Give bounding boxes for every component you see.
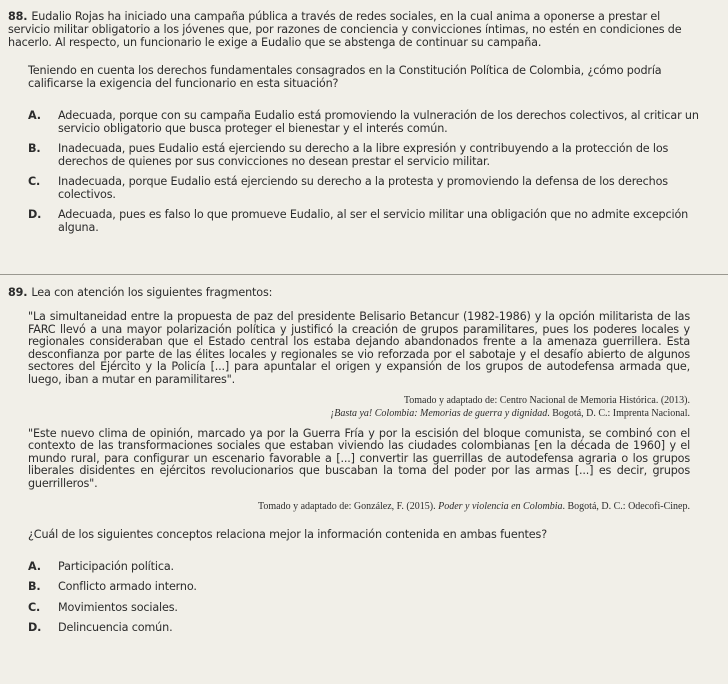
q89-question: ¿Cuál de los siguientes conceptos relaciona mejor la información contenida en ambas fuentes? <box>28 527 547 541</box>
option-letter: C. <box>28 600 41 614</box>
question-89 <box>8 286 708 635</box>
option-text: Adecuada, porque con su campaña Eudalio está promoviendo la vulneración de los derechos colectivos, al criticar un servicio obligatorio que busca proteger el bienestar y el interés común. <box>58 109 699 135</box>
option-text: Inadecuada, pues Eudalio está ejerciendo su derecho a la libre expresión y contribuyendo a la protección de los derechos de quienes por sus convicciones no desean prestar el servicio militar. <box>58 142 669 168</box>
option-letter: D. <box>28 621 42 635</box>
option-text: Delincuencia común. <box>58 621 173 635</box>
source-2-head: Tomado y adaptado de: González, F. (2015). <box>257 500 439 512</box>
q89-option-d[interactable] <box>28 622 708 635</box>
q88-stem-text: Eudalio Rojas ha iniciado una campaña pública a través de redes sociales, en la cual anima a oponerse a prestar el servicio militar obligatorio a los jóvenes que, por razones de conciencia y convicciones íntimas, no estén en condiciones de hacerlo. Al respecto, un funcionario le exige a Eudalio que se abstenga de continuar su campaña. <box>8 10 682 49</box>
question-divider <box>0 274 728 275</box>
q89-option-b[interactable] <box>28 581 708 594</box>
option-letter: B. <box>28 580 41 594</box>
question-88 <box>8 10 708 234</box>
source-1-line-1: Tomado y adaptado de: Centro Nacional de Memoria Histórica. (2013). <box>403 394 690 406</box>
option-text: Adecuada, pues es falso lo que promueve Eudalio, al ser el servicio militar una obligación que no admite excepción alguna. <box>58 208 689 234</box>
q88-number: 88. <box>8 10 28 23</box>
source-2-title: Poder y violencia en Colombia <box>438 500 563 512</box>
q88-option-c[interactable] <box>28 176 708 201</box>
q88-question: Teniendo en cuenta los derechos fundamentales consagrados en la Constitución Política de Colombia, ¿cómo podría calificarse la exigencia del funcionario en esta situación? <box>28 64 662 90</box>
source-1-tail: . Bogotá, D. C.: Imprenta Nacional. <box>547 407 690 419</box>
option-letter: A. <box>28 109 41 122</box>
q89-fragment-1: "La simultaneidad entre la propuesta de paz del presidente Belisario Betancur (1982-1986) y la opción militarista de las FARC llevó a una mayor polarización política y justificó la creación de grupos paramilitares, pues los poderes locales y regionales consideraban que el Estado central los estaba dejando abandonados frente a la amenaza guerrillera. Esta desconfianza por parte de las élites locales y regionales se vio reforzada por el sabotaje y el desafío abierto de algunos sectores del Ejército y la Policía [...] para apuntalar el origen y expansión de los grupos de autodefensa armada que, luego, iban a mutar en paramilitares". <box>28 310 690 386</box>
option-text: Participación política. <box>58 559 174 573</box>
q88-stem <box>8 10 698 49</box>
source-2-tail: . Bogotá, D. C.: Odecofi-Cinep. <box>562 500 690 512</box>
q88-option-b[interactable] <box>28 143 708 168</box>
option-letter: D. <box>28 208 42 221</box>
option-text: Inadecuada, porque Eudalio está ejerciendo su derecho a la protesta y promoviendo la defensa de los derechos colectivos. <box>58 175 668 201</box>
source-1-title: ¡Basta ya! Colombia: Memorias de guerra y dignidad <box>330 407 548 419</box>
q89-option-c[interactable] <box>28 602 708 615</box>
q88-option-a[interactable] <box>28 110 708 135</box>
q88-option-d[interactable] <box>28 209 708 234</box>
q89-number: 89. <box>8 286 28 299</box>
source-1-line-2 <box>28 407 690 420</box>
q89-option-a[interactable] <box>28 561 708 574</box>
q89-stem-text: Lea con atención los siguientes fragmentos: <box>31 286 273 299</box>
option-letter: A. <box>28 559 41 573</box>
q89-stem <box>8 286 708 299</box>
option-letter: C. <box>28 175 41 188</box>
q89-fragment-2: "Este nuevo clima de opinión, marcado ya por la Guerra Fría y por la escisión del bloque comunista, se combinó con el contexto de las transformaciones sociales que estaban viviendo las ciudades colombianas [en la década de 1960] y el mundo rural, para configurar un escenario favorable a [...] convertir las guerrillas de autodefensa agraria o los grupos liberales disidentes en ejércitos revolucionarios que buscaban la toma del poder por las armas [...] es decir, grupos guerrilleros". <box>28 426 690 490</box>
option-letter: B. <box>28 142 41 155</box>
q89-source-1 <box>28 394 690 420</box>
option-text: Conflicto armado interno. <box>58 580 197 594</box>
option-text: Movimientos sociales. <box>58 600 178 614</box>
q89-source-2 <box>28 500 690 513</box>
